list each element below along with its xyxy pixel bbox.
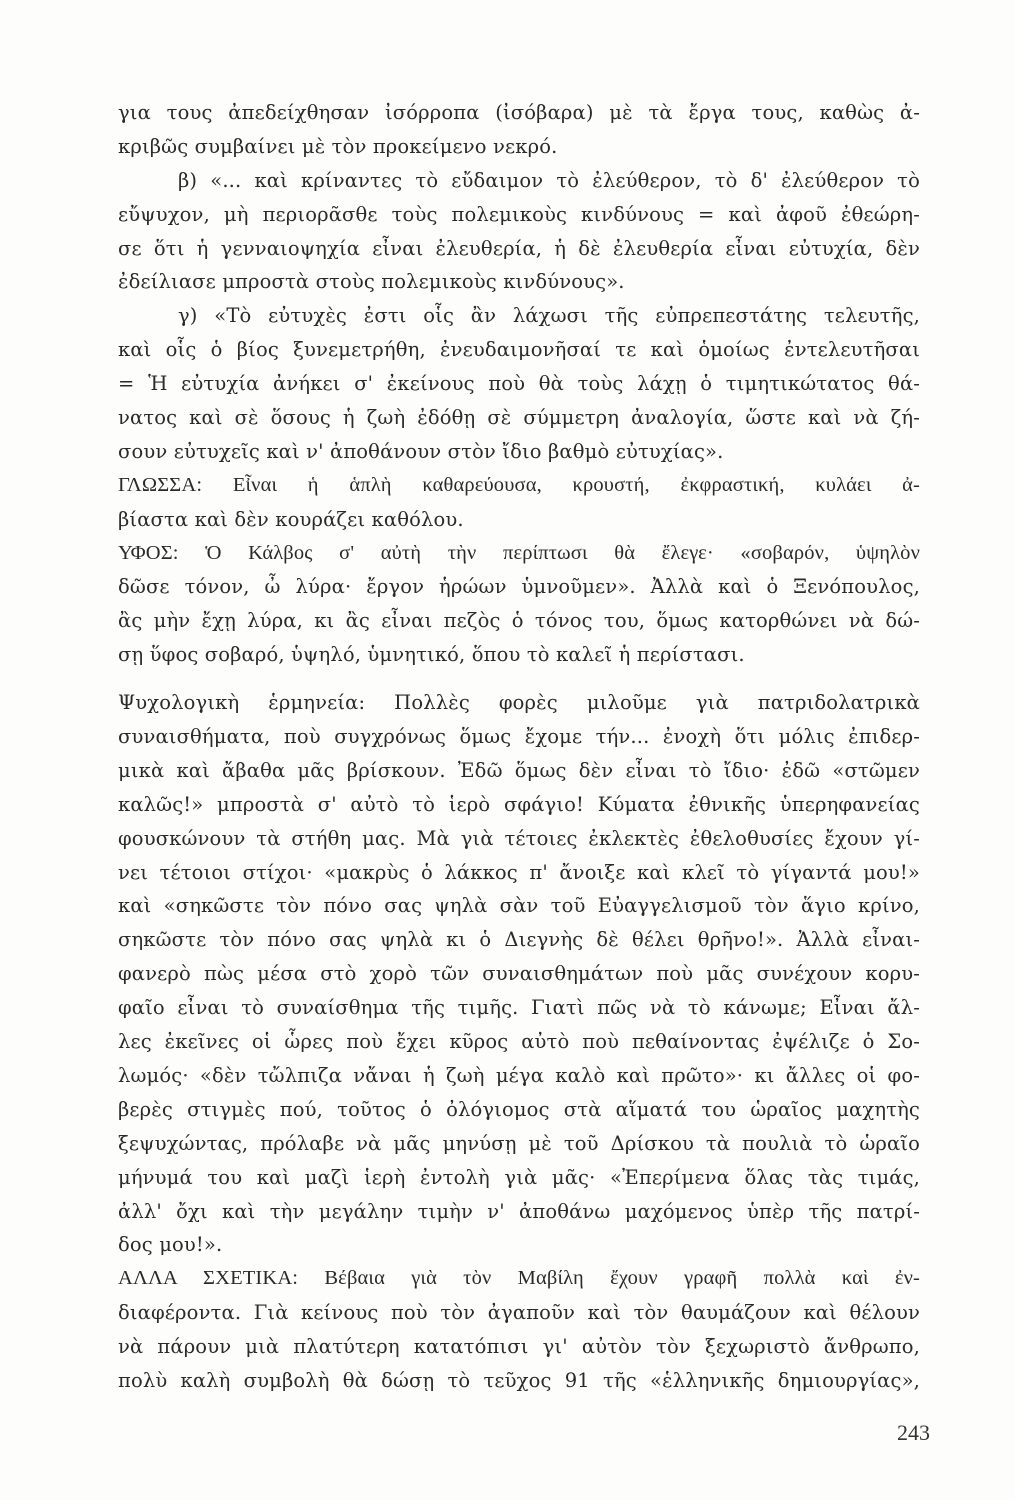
text-line: καὶ οἷς ὁ βίος ξυνεμετρήθη, ἐνευδαιμονῆσαί τε καὶ ὁμοίως ἐντελευτῆσαι — [118, 338, 920, 362]
body-text — [118, 96, 920, 1398]
text-line: δος μου!». — [118, 1233, 223, 1257]
text-line: ξεψυχώντας, πρόλαβε νὰ μᾶς μηνύσῃ μὲ τοῦ Δρίσκου τὰ πουλιὰ τὸ ὡραῖο — [118, 1131, 920, 1155]
text-line: φανερὸ πὼς μέσα στὸ χορὸ τῶν συναισθημάτων ποὺ μᾶς συνέχουν κορυ- — [118, 962, 920, 986]
text-line: φαῖο εἶναι τὸ συναίσθημα τῆς τιμῆς. Γιατὶ πῶς νὰ τὸ κάνωμε; Εἶναι ἄλ- — [118, 996, 920, 1020]
text-line: = Ἡ εὐτυχία ἀνήκει σ' ἐκείνους ποὺ θὰ τοὺς λάχῃ ὁ τιμητικώτατος θά- — [118, 372, 920, 396]
text-line: καλῶς!» μπροστὰ σ' αὐτὸ τὸ ἱερὸ σφάγιο! Κύματα ἐθνικῆς ὑπερηφανείας — [118, 792, 920, 816]
text-line: λωμός· «δὲν τὤλπιζα νἄναι ἡ ζωὴ μέγα καλὸ καὶ πρῶτο»· κι ἄλλες οἱ φο- — [118, 1063, 920, 1087]
text-line: σῃ ὕφος σοβαρό, ὑψηλό, ὑμνητικό, ὅπου τὸ καλεῖ ἡ περίστασι. — [118, 643, 745, 667]
text-line: γ) «Τὸ εὐτυχὲς ἐστι οἷς ἂν λάχωσι τῆς εὐπρεπεστάτης τελευτῆς, — [178, 304, 920, 328]
text-line: κριβῶς συμβαίνει μὲ τὸν προκείμενο νεκρό. — [118, 134, 558, 158]
text-line: ἂς μὴν ἔχῃ λύρα, κι ἂς εἶναι πεζὸς ὁ τόνος του, ὅμως κατορθώνει νὰ δώ- — [118, 609, 920, 633]
section-yfos-line: ΥΦΟΣ: Ὁ Κάλβος σ' αὐτὴ τὴν περίπτωσι θὰ ἔλεγε· «σοβαρόν, ὑψηλὸν — [118, 541, 920, 564]
text-line: βερὲς στιγμὲς πού, τοῦτος ὁ ὀλόγιομος στὰ αἵματά του ὡραῖος μαχητὴς — [118, 1097, 920, 1121]
text-line: φουσκώνουν τὰ στήθη μας. Μὰ γιὰ τέτοιες ἐκλεκτὲς ἐθελοθυσίες ἔχουν γί- — [118, 826, 920, 850]
text-line: πολὺ καλὴ συμβολὴ θὰ δώσῃ τὸ τεῦχος 91 τῆς «ἑλληνικῆς δημιουργίας», — [118, 1368, 920, 1392]
text-line: σηκῶστε τὸν πόνο σας ψηλὰ κι ὁ Διεγνὴς δὲ θέλει θρῆνο!». Ἀλλὰ εἶναι- — [118, 928, 920, 952]
text-line: διαφέροντα. Γιὰ κείνους ποὺ τὸν ἀγαποῦν καὶ τὸν θαυμάζουν καὶ θέλουν — [118, 1301, 920, 1325]
text-line: νει τέτοιοι στίχοι· «μακρὺς ὁ λάκκος π' ἄνοιξε καὶ κλεῖ τὸ γίγαντά μου!» — [118, 860, 920, 884]
text-line: β) «... καὶ κρίναντες τὸ εὔδαιμον τὸ ἐλεύθερον, τὸ δ' ἐλεύθερον τὸ — [178, 168, 920, 192]
text-line: νατος καὶ σὲ ὅσους ἡ ζωὴ ἐδόθῃ σὲ σύμμετρη ἀναλογία, ὥστε καὶ νὰ ζή- — [118, 406, 920, 430]
page-number: 243 — [897, 1420, 930, 1445]
text-line: δῶσε τόνον, ὦ λύρα· ἔργον ἡρώων ὑμνοῦμεν». Ἀλλὰ καὶ ὁ Ξενόπουλος, — [118, 575, 920, 599]
text-line: ἐδείλιασε μπροστὰ στοὺς πολεμικοὺς κινδύνους». — [118, 270, 625, 294]
text-line: συναισθήματα, ποὺ συγχρόνως ὅμως ἔχομε τήν... ἐνοχὴ ὅτι μόλις ἐπιδερ- — [118, 725, 920, 749]
text-line: ἀλλ' ὄχι καὶ τὴν μεγάλην τιμὴν ν' ἀποθάνω μαχόμενος ὑπὲρ τῆς πατρί- — [118, 1199, 920, 1223]
text-line: για τους ἀπεδείχθησαν ἰσόρροπα (ἰσόβαρα) μὲ τὰ ἔργα τους, καθὼς ἀ- — [118, 101, 920, 124]
text-line: καὶ «σηκῶστε τὸν πόνο σας ψηλὰ σὰν τοῦ Εὐαγγελισμοῦ τὸν ἅγιο κρίνο, — [118, 894, 920, 918]
text-line: μικὰ καὶ ἄβαθα μᾶς βρίσκουν. Ἐδῶ ὅμως δὲν εἶναι τὸ ἴδιο· ἐδῶ «στῶμεν — [118, 758, 920, 782]
section-glossa-line: ΓΛΩΣΣΑ: Εἶναι ἡ ἁπλὴ καθαρεύουσα, κρουστή, ἐκφραστική, κυλάει ἀ- — [118, 473, 920, 496]
text-line: βίαστα καὶ δὲν κουράζει καθόλου. — [118, 507, 464, 531]
section-psychology-line: Ψυχολογικὴ ἑρμηνεία: Πολλὲς φορὲς μιλοῦμε γιὰ πατριδολατρικὰ — [118, 691, 920, 715]
text-line: σουν εὐτυχεῖς καὶ ν' ἀποθάνουν στὸν ἴδιο βαθμὸ εὐτυχίας». — [118, 439, 724, 463]
text-line: λες ἐκεῖνες οἱ ὧρες ποὺ ἔχει κῦρος αὐτὸ ποὺ πεθαίνοντας ἐψέλιζε ὁ Σο- — [118, 1030, 920, 1054]
text-line: εὔψυχον, μὴ περιορᾶσθε τοὺς πολεμικοὺς κινδύνους = καὶ ἀφοῦ ἐθεώρη- — [118, 202, 920, 226]
text-line: σε ὅτι ἡ γενναιοψηχία εἶναι ἐλευθερία, ἡ δὲ ἐλευθερία εἶναι εὐτυχία, δὲν — [118, 236, 920, 260]
text-line: μήνυμά του καὶ μαζὶ ἱερὴ ἐντολὴ γιὰ μᾶς· «Ἐπερίμενα ὅλας τὰς τιμάς, — [118, 1165, 920, 1189]
text-line: νὰ πάρουν μιὰ πλατύτερη κατατόπισι γι' αὐτὸν τὸν ξεχωριστὸ ἄνθρωπο, — [118, 1335, 920, 1359]
section-related-line: ΑΛΛΑ ΣΧΕΤΙΚΑ: Βέβαια γιὰ τὸν Μαβίλη ἔχουν γραφῆ πολλὰ καὶ ἐν- — [118, 1267, 920, 1290]
